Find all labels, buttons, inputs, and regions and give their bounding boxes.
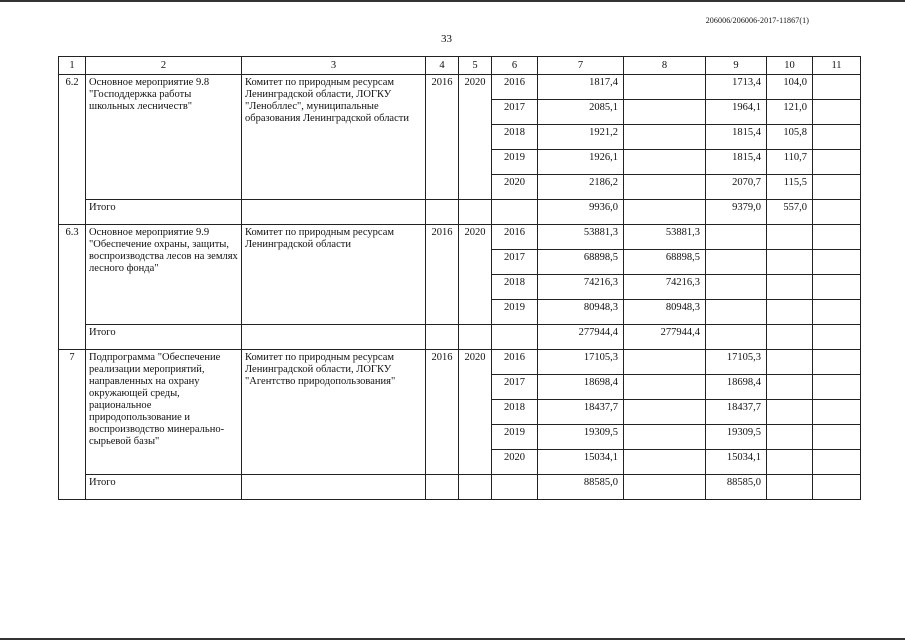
local-amount: 110,7 bbox=[767, 150, 813, 175]
total-amount: 74216,3 bbox=[538, 275, 624, 300]
total-amount: 15034,1 bbox=[538, 450, 624, 475]
regional-amount: 1964,1 bbox=[706, 100, 767, 125]
federal-amount: 74216,3 bbox=[624, 275, 706, 300]
regional-amount: 1815,4 bbox=[706, 150, 767, 175]
other-amount bbox=[813, 75, 861, 100]
other-amount bbox=[813, 150, 861, 175]
local-amount bbox=[767, 250, 813, 275]
column-header: 5 bbox=[459, 57, 492, 75]
federal-amount: 53881,3 bbox=[624, 225, 706, 250]
total-row bbox=[59, 475, 861, 500]
other-amount bbox=[813, 375, 861, 400]
regional-amount: 17105,3 bbox=[706, 350, 767, 375]
federal-amount bbox=[624, 375, 706, 400]
local-amount: 104,0 bbox=[767, 75, 813, 100]
total-amount: 2085,1 bbox=[538, 100, 624, 125]
federal-amount bbox=[624, 175, 706, 200]
total-amount: 1921,2 bbox=[538, 125, 624, 150]
other-amount bbox=[813, 275, 861, 300]
empty-cell bbox=[459, 325, 492, 350]
column-header: 9 bbox=[706, 57, 767, 75]
table-row bbox=[59, 75, 861, 100]
row-year: 2017 bbox=[492, 250, 538, 275]
end-year: 2020 bbox=[459, 225, 492, 325]
total-amount: 80948,3 bbox=[538, 300, 624, 325]
other-amount bbox=[813, 100, 861, 125]
item-name: Основное мероприятие 9.8 "Господдержка работы школьных лесничеств" bbox=[86, 75, 242, 200]
empty-cell bbox=[242, 475, 426, 500]
executor: Комитет по природным ресурсам Ленинградской области, ЛОГКУ "Ленобллес", муниципальные образования Ленинградской области bbox=[242, 75, 426, 200]
empty-cell bbox=[242, 200, 426, 225]
other-amount bbox=[813, 450, 861, 475]
scan-edge-top bbox=[0, 0, 905, 2]
column-header: 7 bbox=[538, 57, 624, 75]
local-amount bbox=[767, 425, 813, 450]
total-amount: 88585,0 bbox=[538, 475, 624, 500]
column-header: 3 bbox=[242, 57, 426, 75]
federal-amount: 80948,3 bbox=[624, 300, 706, 325]
item-number: 7 bbox=[59, 350, 86, 500]
row-year: 2016 bbox=[492, 75, 538, 100]
other-amount bbox=[813, 125, 861, 150]
federal-amount bbox=[624, 425, 706, 450]
empty-cell bbox=[492, 475, 538, 500]
row-year: 2019 bbox=[492, 300, 538, 325]
start-year: 2016 bbox=[426, 350, 459, 475]
row-year: 2018 bbox=[492, 400, 538, 425]
row-year: 2018 bbox=[492, 125, 538, 150]
regional-amount: 18698,4 bbox=[706, 375, 767, 400]
column-header: 6 bbox=[492, 57, 538, 75]
column-header: 1 bbox=[59, 57, 86, 75]
other-amount bbox=[813, 400, 861, 425]
document-id: 206006/206006-2017-11867(1) bbox=[705, 16, 809, 25]
total-amount: 1817,4 bbox=[538, 75, 624, 100]
executor: Комитет по природным ресурсам Ленинградской области, ЛОГКУ "Агентство природопользования" bbox=[242, 350, 426, 475]
federal-amount: 68898,5 bbox=[624, 250, 706, 275]
federal-amount bbox=[624, 100, 706, 125]
item-number: 6.2 bbox=[59, 75, 86, 225]
executor: Комитет по природным ресурсам Ленинградской области bbox=[242, 225, 426, 325]
other-amount bbox=[813, 250, 861, 275]
other-amount bbox=[813, 350, 861, 375]
table-row bbox=[59, 350, 861, 375]
local-amount bbox=[767, 275, 813, 300]
regional-amount bbox=[706, 225, 767, 250]
row-year: 2020 bbox=[492, 175, 538, 200]
empty-cell bbox=[242, 325, 426, 350]
federal-amount bbox=[624, 450, 706, 475]
table-body bbox=[59, 57, 861, 500]
row-year: 2017 bbox=[492, 100, 538, 125]
total-row bbox=[59, 200, 861, 225]
total-amount: 1926,1 bbox=[538, 150, 624, 175]
local-amount bbox=[767, 300, 813, 325]
row-year: 2018 bbox=[492, 275, 538, 300]
regional-amount: 88585,0 bbox=[706, 475, 767, 500]
regional-amount bbox=[706, 300, 767, 325]
column-header: 4 bbox=[426, 57, 459, 75]
program-table bbox=[58, 56, 861, 500]
page-number: 33 bbox=[441, 33, 452, 45]
total-label: Итого bbox=[86, 475, 242, 500]
start-year: 2016 bbox=[426, 225, 459, 325]
empty-cell bbox=[426, 475, 459, 500]
row-year: 2016 bbox=[492, 350, 538, 375]
local-amount: 121,0 bbox=[767, 100, 813, 125]
start-year: 2016 bbox=[426, 75, 459, 200]
other-amount bbox=[813, 300, 861, 325]
regional-amount: 2070,7 bbox=[706, 175, 767, 200]
other-amount bbox=[813, 225, 861, 250]
item-name: Основное мероприятие 9.9 "Обеспечение охраны, защиты, воспроизводства лесов на землях лесного фонда" bbox=[86, 225, 242, 325]
total-amount: 2186,2 bbox=[538, 175, 624, 200]
federal-amount: 277944,4 bbox=[624, 325, 706, 350]
other-amount bbox=[813, 475, 861, 500]
row-year: 2017 bbox=[492, 375, 538, 400]
total-amount: 9936,0 bbox=[538, 200, 624, 225]
regional-amount: 19309,5 bbox=[706, 425, 767, 450]
local-amount bbox=[767, 375, 813, 400]
local-amount: 105,8 bbox=[767, 125, 813, 150]
end-year: 2020 bbox=[459, 350, 492, 475]
local-amount: 115,5 bbox=[767, 175, 813, 200]
local-amount: 557,0 bbox=[767, 200, 813, 225]
regional-amount bbox=[706, 275, 767, 300]
federal-amount bbox=[624, 475, 706, 500]
column-number-row bbox=[59, 57, 861, 75]
other-amount bbox=[813, 175, 861, 200]
row-year: 2020 bbox=[492, 450, 538, 475]
local-amount bbox=[767, 225, 813, 250]
local-amount bbox=[767, 400, 813, 425]
column-header: 10 bbox=[767, 57, 813, 75]
regional-amount: 15034,1 bbox=[706, 450, 767, 475]
total-amount: 18437,7 bbox=[538, 400, 624, 425]
total-label: Итого bbox=[86, 325, 242, 350]
empty-cell bbox=[426, 325, 459, 350]
total-amount: 53881,3 bbox=[538, 225, 624, 250]
local-amount bbox=[767, 450, 813, 475]
federal-amount bbox=[624, 400, 706, 425]
regional-amount bbox=[706, 325, 767, 350]
column-header: 2 bbox=[86, 57, 242, 75]
empty-cell bbox=[426, 200, 459, 225]
table-row bbox=[59, 225, 861, 250]
total-amount: 19309,5 bbox=[538, 425, 624, 450]
empty-cell bbox=[492, 325, 538, 350]
local-amount bbox=[767, 325, 813, 350]
total-row bbox=[59, 325, 861, 350]
federal-amount bbox=[624, 350, 706, 375]
local-amount bbox=[767, 350, 813, 375]
regional-amount bbox=[706, 250, 767, 275]
regional-amount: 18437,7 bbox=[706, 400, 767, 425]
other-amount bbox=[813, 200, 861, 225]
federal-amount bbox=[624, 75, 706, 100]
other-amount bbox=[813, 325, 861, 350]
federal-amount bbox=[624, 150, 706, 175]
empty-cell bbox=[492, 200, 538, 225]
total-amount: 18698,4 bbox=[538, 375, 624, 400]
total-amount: 68898,5 bbox=[538, 250, 624, 275]
total-amount: 17105,3 bbox=[538, 350, 624, 375]
empty-cell bbox=[459, 475, 492, 500]
regional-amount: 1815,4 bbox=[706, 125, 767, 150]
row-year: 2019 bbox=[492, 150, 538, 175]
federal-amount bbox=[624, 125, 706, 150]
column-header: 11 bbox=[813, 57, 861, 75]
row-year: 2019 bbox=[492, 425, 538, 450]
row-year: 2016 bbox=[492, 225, 538, 250]
local-amount bbox=[767, 475, 813, 500]
total-label: Итого bbox=[86, 200, 242, 225]
item-name: Подпрограмма "Обеспечение реализации мероприятий, направленных на охрану окружающей среды, рациональное природопользование и воспроизводство минерально-сырьевой базы" bbox=[86, 350, 242, 475]
empty-cell bbox=[459, 200, 492, 225]
item-number: 6.3 bbox=[59, 225, 86, 350]
column-header: 8 bbox=[624, 57, 706, 75]
federal-amount bbox=[624, 200, 706, 225]
total-amount: 277944,4 bbox=[538, 325, 624, 350]
end-year: 2020 bbox=[459, 75, 492, 200]
regional-amount: 1713,4 bbox=[706, 75, 767, 100]
regional-amount: 9379,0 bbox=[706, 200, 767, 225]
other-amount bbox=[813, 425, 861, 450]
